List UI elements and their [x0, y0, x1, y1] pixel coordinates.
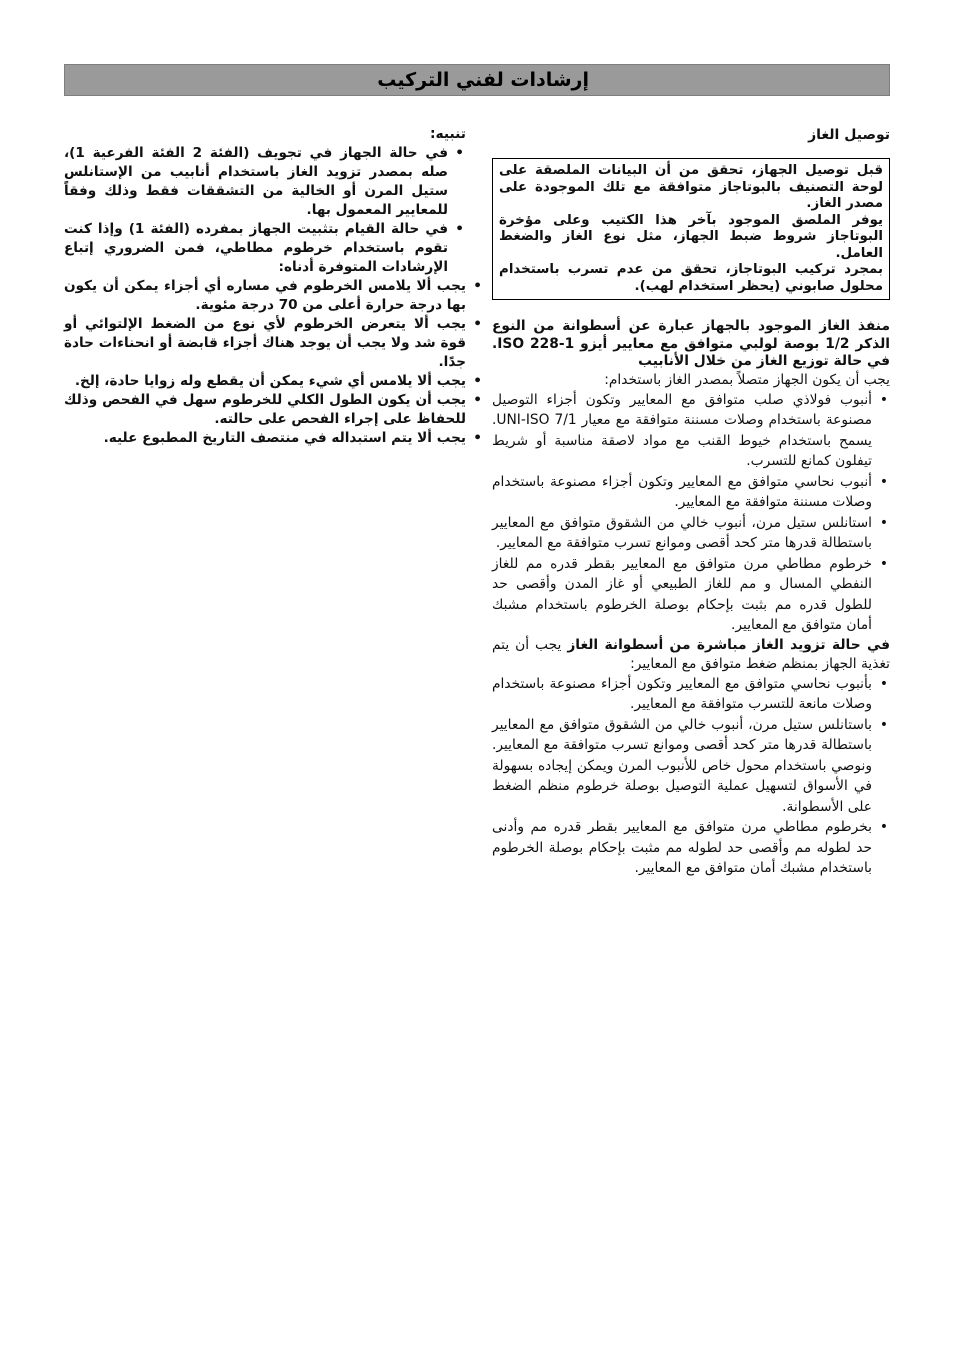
notice-line-2: يوفر الملصق الموجود بآخر هذا الكتيب وعلى مؤخرة البوتاجاز شروط ضبط الجهاز، مثل نوع الغاز والضغط العامل. — [499, 212, 883, 261]
notice-line-1: قبل توصيل الجهاز، تحقق من أن البيانات الملصقة على لوحة التصنيف بالبوتاجاز متوافقة مع تلك الموجودة على مصدر الغاز. — [499, 163, 883, 211]
cylinder-supply-paragraph — [492, 636, 890, 674]
list-item: • بخرطوم مطاطي مرن متوافق مع المعايير بقطر قدره مم وأدنى حد لطوله مم وأقصى حد لطوله مم مثبت بإحكام بوصلة الخرطوم باستخدام مشبك أمان متوافق مع المعايير. — [492, 817, 872, 879]
list-item: • خرطوم مطاطي مرن متوافق مع المعايير بقطر قدره مم للغاز النفطي المسال و مم للغاز الطبيعي أو غاز المدن وأقصى حد للطول قدره مم بثبت بإحكام بوصلة الخرطوم باستخدام مشبك أمان متوافق مع المعايير. — [492, 554, 872, 636]
list-item: • بأنبوب نحاسي متوافق مع المعايير وتكون أجزاء مصنوعة باستخدام وصلات مانعة للتسرب متوافقة مع المعايير. — [492, 674, 872, 715]
network-connection-intro: يجب أن يكون الجهاز متصلاً بمصدر الغاز باستخدام: — [604, 371, 890, 388]
caution-list — [64, 144, 466, 277]
list-item: • في حالة القيام بتثبيت الجهاز بمفرده (الفئة 1) وإذا كنت تقوم باستخدام خرطوم مطاطي، فمن الضروري إتباع الإرشادات المتوفرة أدناه: — [64, 220, 448, 277]
list-item: • في حالة الجهاز في تجويف (الفئة 2 الفئة الفرعية 1)، صله بمصدر تزويد الغاز باستخدام أنابيب من الإستانلس ستيل المرن أو الخالية من التشققات فقط وذلك وفقاً للمعايير المعمول بها. — [64, 144, 448, 220]
list-item: • استانلس ستيل مرن، أنبوب خالي من الشقوق متوافق مع المعايير باستطالة قدرها متر كحد أقصى وموانع تسرب متوافقة مع المعايير. — [492, 513, 872, 554]
list-item: • يجب أن يكون الطول الكلي للخرطوم سهل في الفحص وذلك للحفاظ على إجراء الفحص على حالته. — [64, 391, 466, 429]
notice-line-3: بمجرد تركيب البوتاجاز، تحقق من عدم تسرب باستخدام محلول صابوني (يحظر استخدام لهب). — [499, 262, 883, 294]
list-item: • يجب ألا يتم استبداله في منتصف التاريخ المطبوع عليه. — [64, 429, 466, 448]
network-connection-list — [492, 390, 890, 636]
gas-connection-title: توصيل الغاز — [808, 127, 890, 143]
cylinder-supply-bold: في حالة تزويد الغاز مباشرة من أسطوانة الغاز — [567, 636, 890, 653]
caution-column — [64, 124, 466, 448]
section-header-banner — [64, 64, 890, 96]
list-item: • أنبوب نحاسي متوافق مع المعايير وتكون أجزاء مصنوعة باستخدام وصلات مسننة متوافقة مع المعايير. — [492, 472, 872, 513]
gas-connection-column — [492, 124, 890, 879]
page-title: إرشادات لفني التركيب — [377, 69, 589, 91]
gas-outlet-paragraph: منفذ الغاز الموجود بالجهاز عبارة عن أسطوانة من النوع الذكر 1/2 بوصة لولبي متوافق مع معايير أيزو ISO 228-1. في حالة توزيع الغاز من خلال الأنابيب — [492, 318, 891, 369]
list-item: • يجب ألا يلامس أي شيء يمكن أن يقطع وله زوايا حادة، إلخ. — [64, 372, 466, 391]
list-item: • يجب ألا يتعرض الخرطوم لأي نوع من الضغط الإلتوائي أو قوة شد ولا يجب أن يوجد هناك أجزاء قابضة أو انحناءات حادة جدًا. — [64, 315, 466, 372]
hose-guidelines-list — [64, 277, 466, 448]
list-item: • يجب ألا يلامس الخرطوم في مساره أي أجزاء يمكن أن يكون بها درجة حرارة أعلى من 70 درجة مئوية. — [64, 277, 466, 315]
list-item: • باستانلس ستيل مرن، أنبوب خالي من الشقوق متوافق مع المعايير باستطالة قدرها متر كحد أقصى وموانع تسرب متوافقة مع المعايير. ونوصي باستخدام محول خاص للأنبوب المرن ويمكن إيجاده بسهولة في الأسواق لتسهيل عملية التوصيل بوصلة خرطوم منظم الضغط على الأسطوانة. — [492, 715, 872, 818]
cylinder-supply-text: يجب أن يتم تغذية الجهاز بمنظم ضغط متوافق مع المعايير: — [492, 636, 890, 672]
pre-connection-notice-box — [492, 158, 890, 300]
cylinder-connection-list — [492, 674, 890, 879]
caution-title: تنبيه: — [430, 126, 466, 142]
list-item: • أنبوب فولاذي صلب متوافق مع المعايير وتكون أجزاء التوصيل مصنوعة باستخدام وصلات مسننة متوافقة مع معيار UNI-ISO 7/1. يسمح باستخدام خيوط القنب مع مواد لاصقة مناسبة أو شريط تيفلون كمانع للتسرب. — [492, 390, 872, 472]
